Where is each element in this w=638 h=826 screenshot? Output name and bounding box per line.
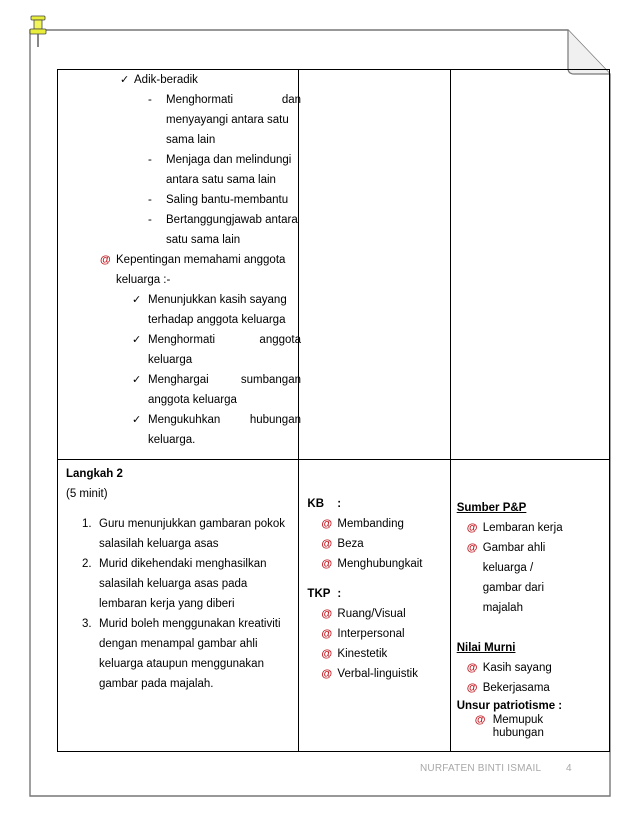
step-text: Murid boleh menggunakan kreativiti bbox=[99, 618, 281, 630]
footer-author: NURFATEN BINTI ISMAIL bbox=[420, 763, 542, 774]
swirl-bullet-icon: @ bbox=[321, 608, 333, 620]
list-item-text: keluarga :- bbox=[116, 274, 171, 286]
patriotisme-title: Unsur patriotisme : bbox=[456, 700, 563, 712]
pushpin-icon bbox=[28, 14, 48, 48]
swirl-bullet-icon: @ bbox=[321, 648, 333, 660]
step-text: Murid dikehendaki menghasilkan bbox=[99, 558, 267, 570]
swirl-bullet-icon: @ bbox=[466, 522, 478, 534]
swirl-bullet-icon: @ bbox=[321, 538, 333, 550]
step-text: Guru menunjukkan gambaran pokok bbox=[99, 518, 286, 530]
list-item: Menunjukkan kasih sayang bbox=[148, 294, 287, 306]
swirl-bullet-icon: @ bbox=[321, 518, 333, 530]
step-text: salasilah keluarga asas bbox=[99, 538, 219, 550]
list-item: Menghormati dan bbox=[166, 94, 301, 106]
swirl-bullet-icon: @ bbox=[100, 254, 111, 266]
list-item: Bertanggungjawab antara bbox=[166, 214, 298, 226]
step-text: gambar pada majalah. bbox=[99, 678, 214, 690]
skills-cell bbox=[299, 460, 450, 752]
list-item: Ruang/Visual bbox=[337, 608, 406, 620]
list-item: Membanding bbox=[337, 518, 404, 530]
list-item-text: hubungan bbox=[492, 727, 544, 739]
tkp-colon: : bbox=[337, 588, 342, 600]
list-item: Menjaga dan melindungi bbox=[166, 154, 292, 166]
list-item-text: keluarga / bbox=[482, 562, 534, 574]
list-item: Mengukuhkan hubungan bbox=[148, 414, 301, 426]
checkmark-icon: ✓ bbox=[132, 374, 142, 386]
sumber-title: Sumber P&P bbox=[456, 502, 527, 514]
step-number: 1. bbox=[82, 518, 92, 530]
list-item: Kinestetik bbox=[337, 648, 388, 660]
swirl-bullet-icon: @ bbox=[466, 662, 478, 674]
list-item-text: terhadap anggota keluarga bbox=[148, 314, 286, 326]
step-text: dengan menampal gambar ahli bbox=[99, 638, 258, 650]
checkmark-icon: ✓ bbox=[132, 334, 142, 346]
checkmark-icon: ✓ bbox=[132, 414, 142, 426]
step-title: Langkah 2 bbox=[66, 468, 123, 480]
content-cell bbox=[58, 70, 299, 460]
list-item-text: majalah bbox=[482, 602, 523, 614]
table-row bbox=[58, 460, 610, 752]
list-item: Gambar ahli bbox=[482, 542, 546, 554]
checkmark-icon: ✓ bbox=[132, 294, 142, 306]
step-text: salasilah keluarga asas pada bbox=[99, 578, 248, 590]
swirl-bullet-icon: @ bbox=[321, 668, 333, 680]
kb-colon: : bbox=[337, 498, 342, 510]
page-number: 4 bbox=[566, 763, 572, 774]
list-item: Beza bbox=[337, 538, 364, 550]
list-item: Saling bantu-membantu bbox=[166, 194, 289, 206]
list-item-text: keluarga bbox=[148, 354, 193, 366]
list-item-text: anggota keluarga bbox=[148, 394, 237, 406]
list-item-text: keluarga. bbox=[148, 434, 196, 446]
kb-cell-empty bbox=[299, 70, 450, 460]
list-item: Memupuk bbox=[492, 714, 544, 726]
step-duration: (5 minit) bbox=[66, 488, 108, 500]
list-item-text: gambar dari bbox=[482, 582, 545, 594]
step-number: 2. bbox=[82, 558, 92, 570]
list-item: Bekerjasama bbox=[482, 682, 550, 694]
list-item: Lembaran kerja bbox=[482, 522, 563, 534]
tkp-label: TKP bbox=[307, 588, 331, 600]
table-row bbox=[58, 70, 610, 460]
lesson-plan-table bbox=[57, 69, 610, 752]
list-item: Menghargai sumbangan bbox=[148, 374, 301, 386]
list-item: Menghormati anggota bbox=[148, 334, 301, 346]
list-item: Interpersonal bbox=[337, 628, 405, 640]
dash-bullet: - bbox=[148, 214, 152, 226]
step-text: keluarga ataupun menggunakan bbox=[99, 658, 264, 670]
list-item: Adik-beradik bbox=[134, 74, 198, 86]
step-text: lembaran kerja yang diberi bbox=[99, 598, 235, 610]
swirl-bullet-icon: @ bbox=[321, 628, 333, 640]
steps-cell bbox=[58, 460, 299, 752]
swirl-bullet-icon: @ bbox=[466, 542, 478, 554]
resources-cell bbox=[450, 460, 609, 752]
dash-bullet: - bbox=[148, 94, 152, 106]
swirl-bullet-icon: @ bbox=[466, 682, 478, 694]
nilai-title: Nilai Murni bbox=[456, 642, 516, 654]
list-item: Kepentingan memahami anggota bbox=[116, 254, 286, 266]
list-item-text: antara satu sama lain bbox=[166, 174, 276, 186]
list-item: Verbal-linguistik bbox=[337, 668, 418, 680]
list-item: Kasih sayang bbox=[482, 662, 552, 674]
list-item-text: satu sama lain bbox=[166, 234, 241, 246]
swirl-bullet-icon: @ bbox=[321, 558, 333, 570]
dash-bullet: - bbox=[148, 194, 152, 206]
swirl-bullet-icon: @ bbox=[474, 714, 486, 726]
list-item-text: menyayangi antara satu bbox=[166, 114, 289, 126]
dash-bullet: - bbox=[148, 154, 152, 166]
resource-cell-empty bbox=[450, 70, 609, 460]
checkmark-icon: ✓ bbox=[120, 74, 130, 86]
list-item: Menghubungkait bbox=[337, 558, 423, 570]
step-number: 3. bbox=[82, 618, 92, 630]
list-item-text: sama lain bbox=[166, 134, 216, 146]
kb-label: KB bbox=[307, 498, 325, 510]
